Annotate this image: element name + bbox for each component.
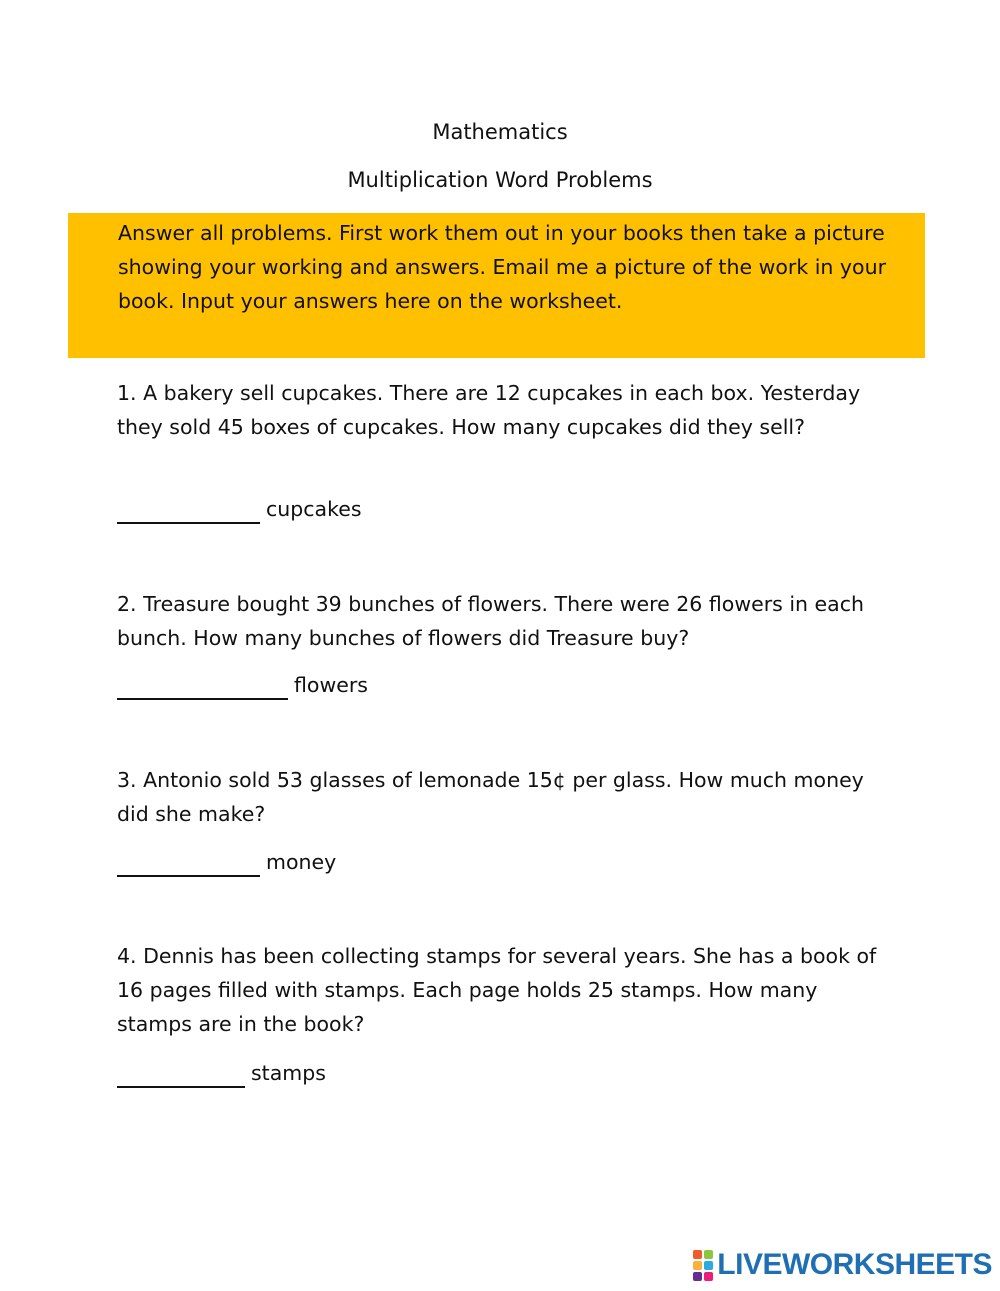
problem-2-answer-input[interactable] xyxy=(117,676,288,700)
problem-1-text: 1. A bakery sell cupcakes. There are 12 cupcakes in each box. Yesterday they sold 45 boxes of cupcakes. How many cupcakes did they sell? xyxy=(117,381,861,439)
liveworksheets-logo xyxy=(693,1247,992,1283)
problem-2-unit-label: flowers xyxy=(294,673,368,697)
logo-mark-cell xyxy=(704,1272,713,1281)
problem-3-answer-input[interactable] xyxy=(117,853,260,877)
problem-1-answer-row xyxy=(117,492,362,526)
problem-3-unit-label: money xyxy=(266,850,337,874)
problem-2-answer-row xyxy=(117,668,368,702)
problem-3-text: 3. Antonio sold 53 glasses of lemonade 15¢ per glass. How much money did she make? xyxy=(117,768,864,826)
logo-mark-cell xyxy=(693,1272,702,1281)
problem-4-unit-label: stamps xyxy=(251,1061,326,1085)
problem-4-answer-row xyxy=(117,1056,326,1090)
problem-3-answer-row xyxy=(117,845,336,879)
instructions-box: Answer all problems. First work them out in your books then take a picture showing your working and answers. Email me a picture of the work in your book. Input your answers here on the worksheet. xyxy=(68,213,925,358)
liveworksheets-logo-icon xyxy=(693,1250,713,1281)
problem-2-text: 2. Treasure bought 39 bunches of flowers. There were 26 flowers in each bunch. How many bunches of flowers did Treasure buy? xyxy=(117,592,864,650)
logo-mark-cell xyxy=(704,1250,713,1259)
problem-4-text: 4. Dennis has been collecting stamps for several years. She has a book of 16 pages filled with stamps. Each page holds 25 stamps. How many stamps are in the book? xyxy=(117,944,877,1036)
logo-mark-cell xyxy=(693,1261,702,1270)
problem-1-answer-input[interactable] xyxy=(117,500,260,524)
logo-mark-cell xyxy=(693,1250,702,1259)
problem-1-unit-label: cupcakes xyxy=(266,497,362,521)
page-title: Mathematics xyxy=(432,120,568,144)
problem-4-answer-input[interactable] xyxy=(117,1064,245,1088)
logo-text: LIVEWORKSHEETS xyxy=(717,1248,992,1281)
logo-mark-cell xyxy=(704,1261,713,1270)
page-subtitle: Multiplication Word Problems xyxy=(347,168,653,192)
